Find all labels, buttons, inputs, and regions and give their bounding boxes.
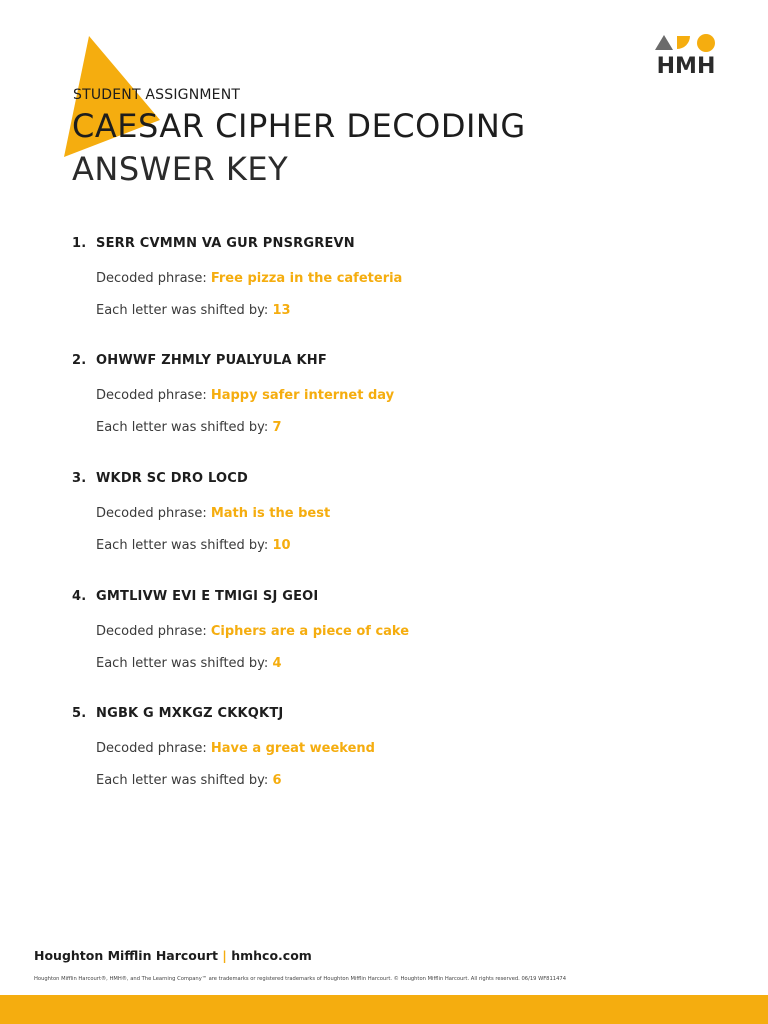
question-item [72,471,692,553]
shift-row [96,420,692,435]
shift-row [96,303,692,318]
cipher-text [72,706,692,721]
cipher-phrase: WKDR SC DRO LOCD [96,471,248,486]
shift-label: Each letter was shifted by: [96,773,269,788]
question-item [72,706,692,788]
decoded-phrase: Have a great weekend [210,741,375,756]
cipher-phrase: SERR CVMMN VA GUR PNSRGREVN [96,236,355,251]
decoded-row [96,624,692,639]
decoded-label: Decoded phrase: [96,388,207,403]
shift-row [96,538,692,553]
shift-value: 13 [272,303,291,318]
decoded-label: Decoded phrase: [96,271,207,286]
shift-value: 6 [272,773,282,788]
footer-company: Houghton Mifflin Harcourt [34,948,218,963]
shift-label: Each letter was shifted by: [96,538,269,553]
cipher-phrase: GMTLIVW EVI E TMIGI SJ GEOI [96,589,319,604]
decoded-row [96,506,692,521]
assignment-kicker: STUDENT ASSIGNMENT [73,87,241,103]
decoded-label: Decoded phrase: [96,506,207,521]
shift-value: 10 [272,538,291,553]
cipher-phrase: OHWWF ZHMLY PUALYULA KHF [96,353,327,368]
question-number: 1. [72,236,87,251]
cipher-text [72,353,692,368]
decoded-row [96,388,692,403]
decoded-row [96,741,692,756]
page-subtitle: ANSWER KEY [72,150,289,188]
decoded-phrase: Free pizza in the cafeteria [210,271,403,286]
shift-label: Each letter was shifted by: [96,420,269,435]
decoded-row [96,271,692,286]
decoded-label: Decoded phrase: [96,624,207,639]
cipher-text [72,471,692,486]
decoded-phrase: Ciphers are a piece of cake [210,624,410,639]
footer-separator: | [222,948,227,963]
shift-value: 4 [272,656,282,671]
question-number: 4. [72,589,87,604]
shift-label: Each letter was shifted by: [96,656,269,671]
question-item [72,353,692,435]
cipher-phrase: NGBK G MXKGZ CKKQKTJ [96,706,284,721]
question-number: 3. [72,471,87,486]
page-title: CAESAR CIPHER DECODING [72,107,526,145]
decoded-phrase: Math is the best [210,506,331,521]
bottom-accent-bar [0,995,768,1024]
shift-value: 7 [272,420,282,435]
footer-brand [34,948,312,963]
cipher-text [72,589,692,604]
decoded-label: Decoded phrase: [96,741,207,756]
question-item [72,589,692,671]
question-number: 5. [72,706,87,721]
hmh-logo-text: HMH [656,54,716,79]
question-item [72,236,692,318]
shift-row [96,773,692,788]
footer-legal: Houghton Mifflin Harcourt®, HMH®, and The Learning Company™ are trademarks or registered trademarks of Houghton Mifflin Harcourt. © Houghton Mifflin Harcourt. All rights reserved. 06/19 WF811474 [34,976,566,982]
shift-label: Each letter was shifted by: [96,303,269,318]
cipher-text [72,236,692,251]
shift-row [96,656,692,671]
decoded-phrase: Happy safer internet day [210,388,395,403]
question-number: 2. [72,353,87,368]
footer-site-link[interactable]: hmhco.com [231,948,312,963]
